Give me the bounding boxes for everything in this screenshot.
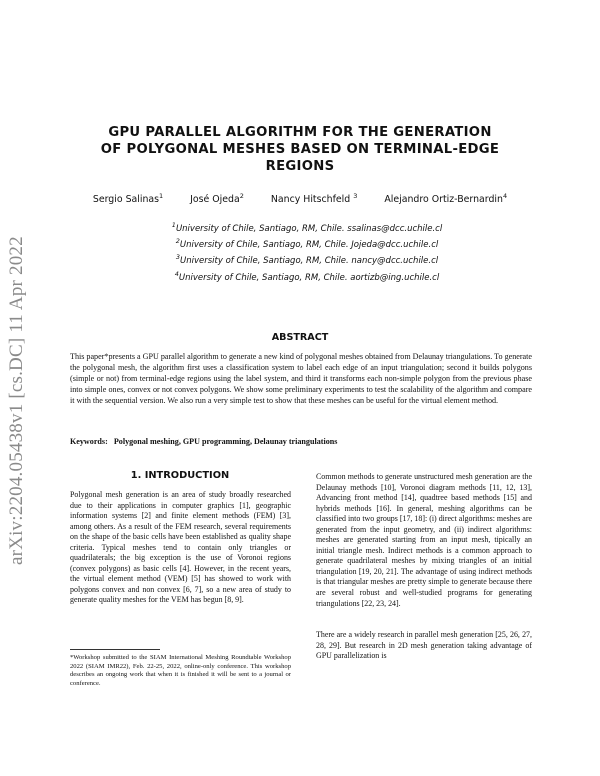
section-heading-introduction: 1. INTRODUCTION: [130, 470, 230, 481]
keywords-text: Polygonal meshing, GPU programming, Delaunay triangulations: [113, 437, 338, 446]
intro-paragraph: Common methods to generate unstructured mesh generation are the Delaunay methods [10], Voronoi diagram methods [11, 12, 13], Advancing front method [14], quadtree based methods [15] and hybrids methods [16]. In general, meshing algorithms can be classified into two groups [17, 18]: (i) direct algorithms: meshes are generated from the input geometry, and (ii) indirect algorithms: meshes are generated starting from an input mesh, tipically an initial triangle mesh. Indirect methods is a common approach to generate quadrilateral meshes by mixing triangles of an initial triangulation [19, 20, 21]. The advantage of using indirect methods is that triangular meshes are pretty simple to generate because there are several robust and well-studied programs for generating triangulations [22, 23, 24].: [316, 472, 532, 608]
footnote: *Workshop submitted to the SIAM International Meshing Roundtable Workshop 2022 (SIAM IMR22), Feb. 22-25, 2022, online-only conference. This workshop describes an ongoing work that when it is finished it will be sent to a journal or conference.: [70, 654, 291, 687]
title-line: REGIONS: [265, 159, 335, 174]
abstract-body: This paper*presents a GPU parallel algorithm to generate a new kind of polygonal meshes obtained from Delaunay triangulations. To generate the polygonal mesh, the algorithm first uses a classification system to label each edge of an input triangulation; second it builds polygons (simple or not) from terminal-edge regions using the label system, and third it transforms each non-simple polygon from the previous phase into simple ones, convex or not convex polygons. We show some preliminary experiments to test the scalability of the algorithm and compare it with the sequential version. We also run a very simple test to show that these meshes can be useful for the virtual element method.: [70, 352, 532, 406]
author: José Ojeda$^2$: [190, 192, 244, 206]
paper-title: [80, 124, 520, 175]
intro-paragraph: There are a widely research in parallel mesh generation [25, 26, 27, 28, 29]. But research in 2D mesh generation taking advantage of GPU parallelization is: [316, 630, 532, 661]
affiliation: $^1$University of Chile, Santiago, RM, Chile. ssalinas@dcc.uchile.cl: [171, 221, 443, 234]
author: Sergio Salinas$^1$: [92, 192, 164, 206]
intro-left-column: Polygonal mesh generation is an area of study broadly researched due to their applications in computer graphics [1], geographic information systems [2] and finite element methods (FEM) [3], among others. As a result of the FEM research, several requirements on the shape of the basic cells have been established as quality shape criteria. Typical meshes tend to contain only triangles or quadrilaterals; the big exception is the use of Voronoi regions (convex polygons) as basic cells [4]. However, in the recent years, the virtual element method (VEM) [5] has showed to work with polygons convex and non convex [6, 7], so a new area of study to generate quality meshes for the VEM has begun [8, 9].: [70, 490, 291, 605]
abstract-heading: ABSTRACT: [271, 332, 329, 343]
intro-right-column: [316, 472, 532, 662]
affiliation: $^4$University of Chile, Santiago, RM, Chile. aortizb@ing.uchile.cl: [174, 269, 440, 283]
author-list: [0, 192, 600, 205]
footnote-rule: [70, 649, 160, 650]
author: Nancy Hitschfeld $^3$: [270, 192, 358, 206]
title-line: GPU PARALLEL ALGORITHM FOR THE GENERATION: [108, 125, 492, 140]
title-line: OF POLYGONAL MESHES BASED ON TERMINAL-EDGE: [100, 142, 500, 157]
keywords: [70, 437, 532, 446]
arxiv-stamp: arXiv:2204.05438v1 [cs.DC] 11 Apr 2022: [6, 236, 27, 565]
affiliation: $^2$University of Chile, Santiago, RM, Chile. Jojeda@dcc.uchile.cl: [175, 237, 439, 251]
keywords-label: Keywords:: [70, 437, 108, 446]
affiliation-list: [0, 219, 600, 284]
affiliation: $^3$University of Chile, Santiago, RM, Chile. nancy@dcc.uchile.cl: [175, 253, 439, 267]
author: Alejandro Ortiz-Bernardin$^4$: [384, 192, 508, 206]
